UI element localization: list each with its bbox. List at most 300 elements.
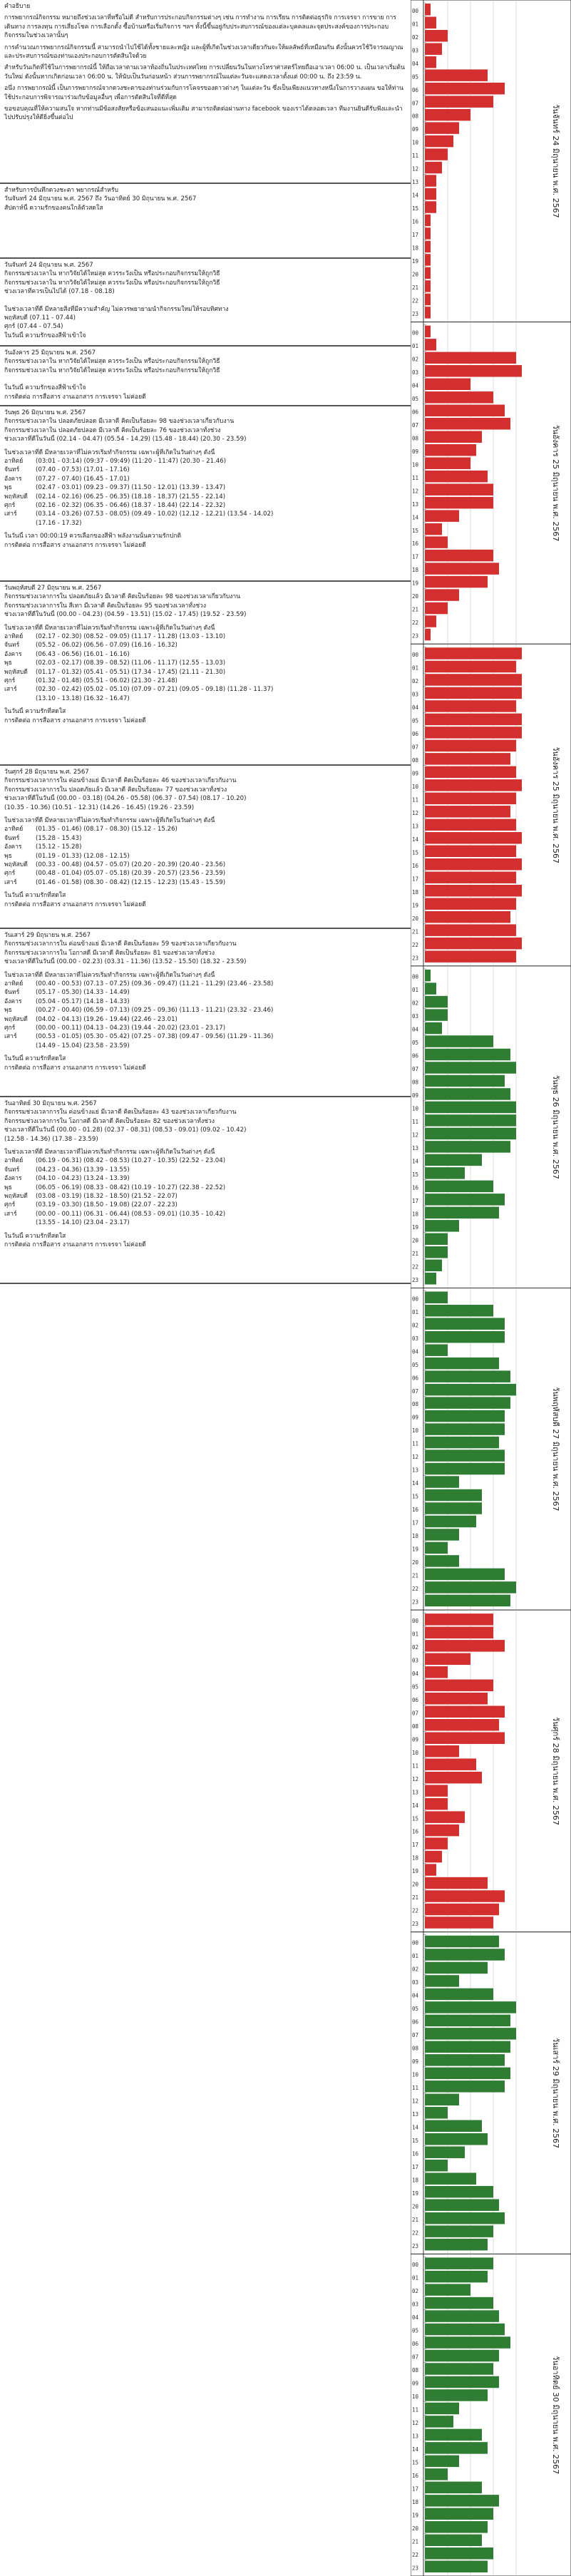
- intro-paragraph: อนึ่ง การพยากรณ์นี้ เป็นการพยากรณ์จากดวงชะตาของท่านร่วมกับการโคจรของดาวต่างๆ ในแต่ละวัน ซึ่งเป็นเพียงแนวทางหนึ่งในการวางแผน ขอให้ท่านใช้ประกอบการพิจารณาร่วมกับข้อมูลอื่นๆ เพื่อการตัดสินใจที่ดีที่สุด: [4, 85, 404, 101]
- day-label: วันอังคาร 25 มิถุนายน พ.ศ. 2567: [551, 746, 560, 864]
- hour-bar: [425, 352, 516, 364]
- hour-tick-label: 07: [412, 1387, 419, 1395]
- hour-bar: [425, 1318, 505, 1329]
- hour-tick-label: 17: [412, 1519, 419, 1526]
- hour-tick-label: 13: [412, 1145, 419, 1152]
- time-ranges: (00.33 - 00.48) (04.57 - 05.07) (20.20 - 20.39) (20.40 - 23.56): [36, 861, 226, 869]
- forecast-line: กิจกรรมช่วงเวลาใน ปลอดภัยปลอด มีเวลาดี คิดเป็นร้อยละ 76 ของช่วงเวลาทั้งช่วง: [4, 426, 221, 434]
- forecast-line: ศุกร์ (07.44 - 07.54): [4, 323, 63, 331]
- hour-tick-label: 16: [412, 862, 419, 869]
- weekday-label: พฤหัสบดี: [4, 668, 28, 676]
- hour-tick-label: 03: [412, 1979, 419, 1986]
- hour-tick-label: 15: [412, 2137, 419, 2144]
- time-ranges: (01.19 - 01.33) (12.08 - 12.15): [36, 852, 130, 860]
- hour-bar: [425, 1220, 459, 1231]
- hour-bar: [425, 510, 459, 521]
- hour-bar: [425, 2376, 499, 2388]
- forecast-line: ช่วงเวลาที่ควรเป็นไปได้ (07.18 - 08.18): [4, 288, 115, 296]
- hour-bar: [425, 1877, 488, 1889]
- hour-bar: [425, 2456, 459, 2467]
- hour-bar: [425, 405, 505, 416]
- hour-bar: [425, 1975, 459, 1986]
- time-ranges: (05.17 - 05.30) (14.33 - 14.49): [36, 989, 130, 997]
- hour-tick-label: 07: [412, 100, 419, 107]
- weekday-label: อาทิตย์: [4, 1157, 24, 1165]
- hour-tick-label: 08: [412, 1079, 419, 1086]
- weekday-label: พุธ: [4, 1007, 12, 1015]
- hour-bar: [425, 1653, 470, 1665]
- hour-tick-label: 02: [412, 34, 419, 41]
- hour-bar: [425, 1640, 505, 1651]
- weekday-label: จันทร์: [4, 642, 20, 650]
- hour-tick-label: 23: [412, 311, 419, 318]
- hour-bar: [425, 674, 522, 685]
- weekday-label: อังคาร: [4, 475, 22, 483]
- weekday-label: ศุกร์: [4, 870, 16, 878]
- weekday-label: พุธ: [4, 484, 12, 492]
- hour-bar: [425, 1916, 493, 1928]
- weekday-label: พฤหัสบดี: [4, 861, 28, 869]
- time-ranges: (01.46 - 01.58) (08.30 - 08.42) (12.15 - 12.23) (15.43 - 15.59): [36, 878, 226, 886]
- time-ranges: (01.32 - 01.48) (05.51 - 06.02) (21.30 - 21.48): [36, 677, 178, 685]
- hour-tick-label: 13: [412, 2110, 419, 2118]
- hour-tick-label: 16: [412, 2150, 419, 2157]
- hour-bar: [425, 1962, 488, 1974]
- hour-bar: [425, 1851, 442, 1862]
- day-heading: วันเสาร์ 29 มิถุนายน พ.ศ. 2567: [4, 932, 91, 939]
- hour-bar: [425, 858, 522, 870]
- hour-bar: [425, 1719, 499, 1730]
- hour-bar: [425, 2001, 516, 2013]
- hour-tick-label: 01: [412, 1308, 419, 1315]
- hour-tick-label: 18: [412, 1854, 419, 1862]
- hour-bar: [425, 2297, 493, 2309]
- hour-bar: [425, 1502, 482, 1514]
- hour-bar: [425, 1154, 482, 1166]
- forecast-line: พฤหัสบดี (07.11 - 07.44): [4, 314, 76, 322]
- weekday-label: พฤหัสบดี: [4, 1193, 28, 1201]
- day-label: วันจันทร์ 24 มิถุนายน พ.ศ. 2567: [551, 104, 560, 218]
- weekday-label: อาทิตย์: [4, 826, 24, 833]
- hour-bar: [425, 1292, 448, 1303]
- time-ranges: (00.27 - 00.40) (06.59 - 07.13) (09.25 - 09.36) (11.13 - 11.21) (23.32 - 23.46): [36, 1007, 274, 1015]
- time-ranges: (02.16 - 02.32) (06.35 - 06.46) (18.37 - 18.44) (22.14 - 22.32): [36, 502, 226, 510]
- hour-tick-label: 03: [412, 2301, 419, 2308]
- day-heading: วันจันทร์ 24 มิถุนายน พ.ศ. 2567: [4, 262, 93, 269]
- hour-tick-label: 10: [412, 139, 419, 146]
- hour-tick-label: 19: [412, 2512, 419, 2519]
- hour-bar: [425, 950, 516, 962]
- forecast-line: ช่วงเวลาที่ดีในวันนี้ (00.00 - 01.28) (02.37 - 08.31) (08.53 - 09.01) (09.02 - 10.42): [4, 1127, 247, 1134]
- intro-paragraph: การพยากรณ์กิจกรรม หมายถึงช่วงเวลาที่หรือไม่ดี สำหรับการประกอบกิจกรรมต่างๆ เช่น การทำงาน การเรียน การติดต่อธุรกิจ การเจรจา การขาย การเดินทาง การลงทุน การเสี่ยงโชค การเลือกตั้ง ซื้อบ้านหรือเริ่มกิจการ ฯลฯ ทั้งนี้ขึ้นอยู่กับประสบการณ์ของแต่ละบุคคลและจุดประสงค์ของการประกอบกิจกรรมในช่วงเวลานั้นๆ: [4, 14, 396, 40]
- day-label: วันอาทิตย์ 30 มิถุนายน พ.ศ. 2567: [551, 2356, 560, 2475]
- hour-bar: [425, 431, 482, 443]
- hour-tick-label: 03: [412, 1657, 419, 1664]
- hour-tick-label: 11: [412, 796, 419, 804]
- forecast-note: ในวันนี้ ความรักที่สดใส: [4, 892, 66, 900]
- hour-bar: [425, 1423, 505, 1435]
- weekday-label: พุธ: [4, 1184, 12, 1191]
- weekday-label: พุธ: [4, 660, 12, 667]
- forecast-line: (12.58 - 14.36) (17.38 - 23.59): [4, 1135, 98, 1143]
- hour-bar: [425, 1581, 516, 1593]
- hour-bar: [425, 1207, 499, 1218]
- hour-tick-label: 14: [412, 192, 419, 199]
- hour-tick-label: 15: [412, 1815, 419, 1822]
- forecast-line: กิจกรรมช่วงเวลาการใน โอกาสดี มีเวลาดี คิดเป็นร้อยละ 81 ของช่วงเวลาทั้งช่วง: [4, 949, 215, 957]
- day-label: วันเสาร์ 29 มิถุนายน พ.ศ. 2567: [551, 2038, 560, 2149]
- forecast-line: ช่วงเวลาที่ดีในวันนี้ (00.00 - 03.18) (04.26 - 05.58) (06.37 - 07.54) (08.17 - 10.20): [4, 795, 247, 803]
- hour-bar: [425, 793, 516, 804]
- hour-tick-label: 14: [412, 1802, 419, 1809]
- hour-bar: [425, 1627, 493, 1638]
- hour-tick-label: 01: [412, 21, 419, 28]
- forecast-line: วันจันทร์ 24 มิถุนายน พ.ศ. 2567 ถึง วันอาทิตย์ 30 มิถุนายน พ.ศ. 2567: [4, 195, 197, 203]
- hour-tick-label: 08: [412, 435, 419, 442]
- hour-tick-label: 14: [412, 1480, 419, 1487]
- hour-tick-label: 09: [412, 2380, 419, 2387]
- time-ranges: (04.02 - 04.13) (19.26 - 19.44) (22.46 - 23.01): [36, 1015, 178, 1023]
- hour-tick-label: 12: [412, 488, 419, 495]
- weekday-label: พฤหัสบดี: [4, 493, 28, 501]
- weekday-label: จันทร์: [4, 466, 20, 474]
- hour-bar: [425, 1233, 448, 1245]
- forecast-line: ช่วงเวลาที่ดีในวันนี้ (00.00 - 04.23) (04.59 - 13.51) (15.02 - 17.45) (19.52 - 23.59): [4, 611, 247, 619]
- hour-tick-label: 21: [412, 1250, 419, 1257]
- hour-bar: [425, 1595, 510, 1606]
- hour-tick-label: 13: [412, 823, 419, 830]
- hour-bar: [425, 1075, 505, 1087]
- hour-tick-label: 14: [412, 514, 419, 521]
- hour-bar: [425, 1732, 505, 1743]
- hour-bar: [425, 871, 516, 883]
- day-label: วันพฤหัสบดี 27 มิถุนายน พ.ศ. 2567: [551, 1387, 560, 1512]
- hour-tick-label: 10: [412, 2393, 419, 2401]
- hour-tick-label: 05: [412, 2327, 419, 2334]
- hour-bar: [425, 2442, 488, 2453]
- hour-tick-label: 16: [412, 1184, 419, 1191]
- hour-bar: [425, 1569, 505, 1580]
- hour-tick-label: 20: [412, 1237, 419, 1244]
- hour-tick-label: 22: [412, 1586, 419, 1593]
- hour-tick-label: 09: [412, 2058, 419, 2065]
- hour-bar: [425, 2429, 482, 2441]
- hour-bar: [425, 2199, 499, 2210]
- hour-tick-label: 15: [412, 527, 419, 534]
- hour-bar: [425, 1529, 459, 1540]
- hour-bar: [425, 1035, 493, 1047]
- hour-tick-label: 16: [412, 2472, 419, 2479]
- hour-bar: [425, 2535, 482, 2546]
- hour-tick-label: 23: [412, 2242, 419, 2249]
- hour-bar: [425, 766, 516, 778]
- hour-bar: [425, 2389, 488, 2401]
- hour-tick-label: 15: [412, 2459, 419, 2466]
- weekday-label: จันทร์: [4, 1166, 20, 1174]
- hour-bar: [425, 647, 522, 659]
- hour-bar: [425, 563, 499, 574]
- hour-bar: [425, 1331, 505, 1343]
- time-ranges: (15.12 - 15.28): [36, 843, 82, 851]
- time-ranges: (00.48 - 01.04) (05.07 - 05.18) (20.39 - 20.57) (23.56 - 23.59): [36, 870, 226, 878]
- hour-bar: [425, 391, 493, 403]
- hour-bar: [425, 1370, 510, 1382]
- hour-bar: [425, 2363, 493, 2374]
- hour-tick-label: 18: [412, 1533, 419, 1540]
- intro-section: [0, 0, 411, 184]
- forecast-note: ในวันนี้ ความรักที่สดใส: [4, 1232, 66, 1240]
- hour-bar: [425, 471, 488, 482]
- weekday-label: ศุกร์: [4, 1201, 16, 1209]
- weekday-label: อังคาร: [4, 997, 22, 1005]
- forecast-note: การติดต่อ การสื่อสาร งานเอกสาร การเจรจา ไม่ค่อยดี: [4, 1064, 146, 1072]
- time-ranges: (03:01 - 03:14) (09:37 - 09:49) (11:20 - 11:47) (20.30 - 21.46): [36, 458, 227, 466]
- hour-bar: [425, 2147, 465, 2158]
- hour-tick-label: 07: [412, 1066, 419, 1073]
- hour-bar: [425, 1693, 488, 1704]
- hour-tick-label: 08: [412, 113, 419, 120]
- time-ranges: (00.00 - 00.11) (04.13 - 04.23) (19.44 - 20.02) (23.01 - 23.17): [36, 1025, 226, 1032]
- hour-bar: [425, 832, 522, 843]
- hour-tick-label: 02: [412, 1643, 419, 1651]
- time-ranges: (03.14 - 03.26) (07.53 - 08.05) (09.49 - 10.02) (12.12 - 12.21) (13.54 - 14.02): [36, 510, 274, 518]
- hour-bar: [425, 1613, 493, 1625]
- hour-tick-label: 06: [412, 86, 419, 93]
- hour-tick-label: 10: [412, 1749, 419, 1756]
- day-section-summary: [0, 184, 411, 259]
- hour-bar: [425, 1397, 510, 1408]
- hour-bar: [425, 307, 431, 318]
- hour-tick-label: 18: [412, 245, 419, 252]
- time-ranges: (01.17 - 01.32) (05.41 - 05.51) (17.34 - 17.45) (21.11 - 21.30): [36, 668, 226, 676]
- weekday-label: อาทิตย์: [4, 458, 24, 466]
- hour-tick-label: 12: [412, 1132, 419, 1139]
- weekday-label: [4, 1042, 36, 1050]
- hour-bar: [425, 2080, 505, 2092]
- hour-tick-label: 20: [412, 915, 419, 922]
- hour-bar: [425, 996, 448, 1007]
- hour-tick-label: 03: [412, 1335, 419, 1342]
- hour-bar: [425, 162, 442, 173]
- hour-bar: [425, 56, 436, 68]
- hour-bar: [425, 326, 431, 337]
- hour-bar: [425, 241, 431, 252]
- hour-bar: [425, 2310, 499, 2321]
- hour-bar: [425, 2271, 488, 2282]
- hour-tick-label: 21: [412, 1894, 419, 1902]
- hour-bar: [425, 2160, 448, 2171]
- hour-bar: [425, 1009, 448, 1020]
- hour-bar: [425, 418, 510, 429]
- hour-tick-label: 01: [412, 2274, 419, 2282]
- hour-tick-label: 04: [412, 704, 419, 712]
- hour-tick-label: 09: [412, 448, 419, 455]
- hour-tick-label: 14: [412, 2446, 419, 2453]
- forecast-line: กิจกรรมช่วงเวลาการใน ค่อนข้างแย่ มีเวลาดี คิดเป็นร้อยละ 59 ของช่วงเวลาเกี่ยวกับงาน: [4, 940, 237, 948]
- intro-paragraph: ขอขอบคุณที่ให้ความสนใจ หากท่านมีข้อสงสัยหรือข้อเสนอแนะเพิ่มเติม สามารถติดต่อผ่านทาง facebook ของเราได้ตลอดเวลา ทีมงานยินดีรับฟังและนำไปปรับปรุงให้ดียิ่งขึ้นต่อไป: [4, 106, 403, 122]
- hour-bar: [425, 201, 436, 212]
- hour-bar: [425, 135, 453, 147]
- hour-tick-label: 15: [412, 205, 419, 212]
- hour-bar: [425, 83, 505, 94]
- hour-tick-label: 06: [412, 409, 419, 416]
- forecast-line: ในวันนี้ ความรักของสีฟ้าเข้าใจ: [4, 384, 86, 392]
- hour-bar: [425, 1141, 510, 1152]
- hour-bar: [425, 924, 516, 935]
- hour-bar: [425, 2508, 493, 2520]
- day-section-day1: [0, 259, 411, 347]
- weekday-label: เสาร์: [4, 510, 17, 518]
- hour-bar: [425, 1246, 448, 1258]
- hour-tick-label: 20: [412, 2203, 419, 2210]
- hour-bar: [425, 740, 516, 751]
- hour-bar: [425, 2324, 505, 2335]
- hour-bar: [425, 1181, 493, 1192]
- day-label: วันศุกร์ 28 มิถุนายน พ.ศ. 2567: [551, 1716, 560, 1825]
- time-ranges: (03.19 - 03.30) (18.50 - 19.08) (22.07 - 22.23): [36, 1201, 178, 1209]
- forecast-line: สัปดาห์นี้ ความรักของคนใกล้ตัวสดใส: [4, 204, 103, 212]
- hour-tick-label: 10: [412, 461, 419, 468]
- hour-bar: [425, 2120, 482, 2132]
- weekday-label: เสาร์: [4, 878, 17, 886]
- hour-bar: [425, 2521, 488, 2533]
- hour-bar: [425, 700, 516, 712]
- hour-tick-label: 06: [412, 731, 419, 738]
- hour-bar: [425, 727, 522, 738]
- hour-bar: [425, 2041, 510, 2053]
- hour-bar: [425, 188, 436, 200]
- time-ranges: (13.55 - 14.10) (23.04 - 23.17): [36, 1219, 130, 1227]
- hour-bar: [425, 1489, 482, 1501]
- day-heading: วันอังคาร 25 มิถุนายน พ.ศ. 2567: [4, 349, 96, 356]
- hour-tick-label: 01: [412, 987, 419, 994]
- forecast-line: กิจกรรมช่วงเวลาการใน ปลอดภัยแล้ว มีเวลาดี คิดเป็นร้อยละ 98 ของช่วงเวลาเกี่ยวกับงาน: [4, 593, 241, 601]
- hour-bar: [425, 846, 516, 857]
- hour-bar: [425, 885, 522, 896]
- hour-tick-label: 04: [412, 60, 419, 67]
- hour-bar: [425, 536, 448, 548]
- hour-tick-label: 03: [412, 369, 419, 376]
- hour-tick-label: 11: [412, 1762, 419, 1770]
- hour-bar: [425, 1758, 476, 1770]
- hour-bar: [425, 379, 470, 390]
- forecast-line: ในช่วงเวลาที่ดี มีหลายสิ่งที่มีความสำคัญ ไม่ควรพยายามนำกิจกรรมใหม่ให้รอบทิศทาง: [4, 305, 229, 313]
- hour-tick-label: 16: [412, 218, 419, 225]
- hour-bar: [425, 1260, 442, 1271]
- hour-bar: [425, 1194, 505, 1205]
- hour-tick-label: 10: [412, 783, 419, 790]
- hour-tick-label: 03: [412, 47, 419, 54]
- hour-bar: [425, 1437, 499, 1448]
- time-ranges: (00.53 - 01.05) (05.30 - 05.42) (07.25 - 07.38) (09.47 - 09.56) (11.29 - 11.36): [36, 1033, 274, 1041]
- hour-bar: [425, 1476, 459, 1487]
- hour-bar: [425, 4, 431, 15]
- hour-bar: [425, 970, 431, 981]
- hour-bar: [425, 2028, 516, 2039]
- birthday-warning-title: ในช่วงเวลาที่ดี มีหลายเวลาที่ไม่ควรเริ่มทำกิจกรรม เฉพาะผู้ที่เกิดในวันต่างๆ ดังนี้: [4, 971, 215, 979]
- hour-tick-label: 12: [412, 165, 419, 173]
- time-ranges: (06.19 - 06.31) (08.42 - 08.53) (10.27 - 10.35) (22.52 - 23.04): [36, 1157, 226, 1165]
- hour-tick-label: 18: [412, 567, 419, 574]
- hour-tick-label: 09: [412, 1414, 419, 1421]
- hour-tick-label: 03: [412, 691, 419, 698]
- hour-tick-label: 08: [412, 2045, 419, 2052]
- hour-tick-label: 00: [412, 7, 419, 14]
- hour-tick-label: 21: [412, 928, 419, 935]
- hour-bar: [425, 457, 470, 468]
- hour-tick-label: 07: [412, 2032, 419, 2039]
- hour-tick-label: 11: [412, 2406, 419, 2413]
- hour-bar: [425, 523, 442, 535]
- hour-tick-label: 11: [412, 474, 419, 481]
- time-ranges: (02.30 - 02.42) (05.02 - 05.10) (07.09 - 07.21) (09.05 - 09.18) (11.28 - 11.37): [36, 686, 274, 694]
- day-section-day4: [0, 582, 411, 766]
- hour-bar: [425, 615, 436, 627]
- hour-tick-label: 08: [412, 1723, 419, 1730]
- time-ranges: (01.35 - 01.46) (08.17 - 08.30) (15.12 - 15.26): [36, 826, 178, 833]
- hour-bar: [425, 1167, 465, 1179]
- time-ranges: (07.40 - 07.53) (17.01 - 17.16): [36, 466, 130, 474]
- hour-bar: [425, 2495, 499, 2506]
- hour-bar: [425, 576, 488, 587]
- hour-tick-label: 23: [412, 2565, 419, 2572]
- hour-tick-label: 16: [412, 1828, 419, 1835]
- hour-tick-label: 03: [412, 1013, 419, 1020]
- hour-bar: [425, 2172, 476, 2184]
- forecast-line: (10.35 - 10.36) (10.51 - 12.31) (14.26 - 16.45) (19.26 - 23.59): [4, 804, 195, 811]
- hour-tick-label: 05: [412, 1683, 419, 1690]
- weekday-label: พฤหัสบดี: [4, 1015, 28, 1023]
- birthday-warning-title: ในช่วงเวลาที่ดี มีหลายเวลาที่ไม่ควรเริ่มทำกิจกรรม เฉพาะผู้ที่เกิดในวันต่างๆ ดังนี้: [4, 624, 215, 632]
- hour-bar: [425, 1463, 505, 1474]
- hour-bar: [425, 444, 476, 456]
- hour-bar: [425, 1305, 493, 1316]
- hour-tick-label: 08: [412, 756, 419, 764]
- weekday-label: เสาร์: [4, 686, 17, 694]
- hour-tick-label: 19: [412, 1223, 419, 1231]
- hour-bar: [425, 497, 493, 508]
- hour-bar: [425, 938, 522, 949]
- weekday-label: ศุกร์: [4, 1025, 16, 1032]
- birthday-warning-title: ในช่วงเวลาที่ดี มีหลายเวลาที่ไม่ควรเริ่มทำกิจกรรม เฉพาะผู้ที่เกิดในวันต่างๆ ดังนี้: [4, 1149, 215, 1156]
- hour-bar: [425, 1666, 448, 1678]
- weekday-label: อาทิตย์: [4, 633, 24, 641]
- hour-tick-label: 17: [412, 1842, 419, 1849]
- hour-tick-label: 23: [412, 1599, 419, 1606]
- hour-tick-label: 23: [412, 1921, 419, 1928]
- hour-tick-label: 04: [412, 2314, 419, 2321]
- hour-bar: [425, 215, 431, 226]
- hour-bar: [425, 1344, 448, 1355]
- day-section-day2: [0, 347, 411, 406]
- hour-bar: [425, 1811, 465, 1822]
- hour-tick-label: 07: [412, 744, 419, 751]
- hour-bar: [425, 714, 522, 725]
- day-section-day3: [0, 406, 411, 582]
- hour-tick-label: 19: [412, 2190, 419, 2197]
- hour-tick-label: 06: [412, 1052, 419, 1059]
- weekday-label: จันทร์: [4, 834, 20, 842]
- hour-tick-label: 15: [412, 1493, 419, 1500]
- hour-tick-label: 18: [412, 888, 419, 896]
- hour-bar: [425, 1798, 448, 1810]
- weekday-label: [4, 1218, 36, 1227]
- hour-bar: [425, 2186, 493, 2197]
- hour-tick-label: 00: [412, 1939, 419, 1946]
- hour-tick-label: 01: [412, 342, 419, 349]
- hour-tick-label: 13: [412, 179, 419, 186]
- hour-bar: [425, 1825, 459, 1836]
